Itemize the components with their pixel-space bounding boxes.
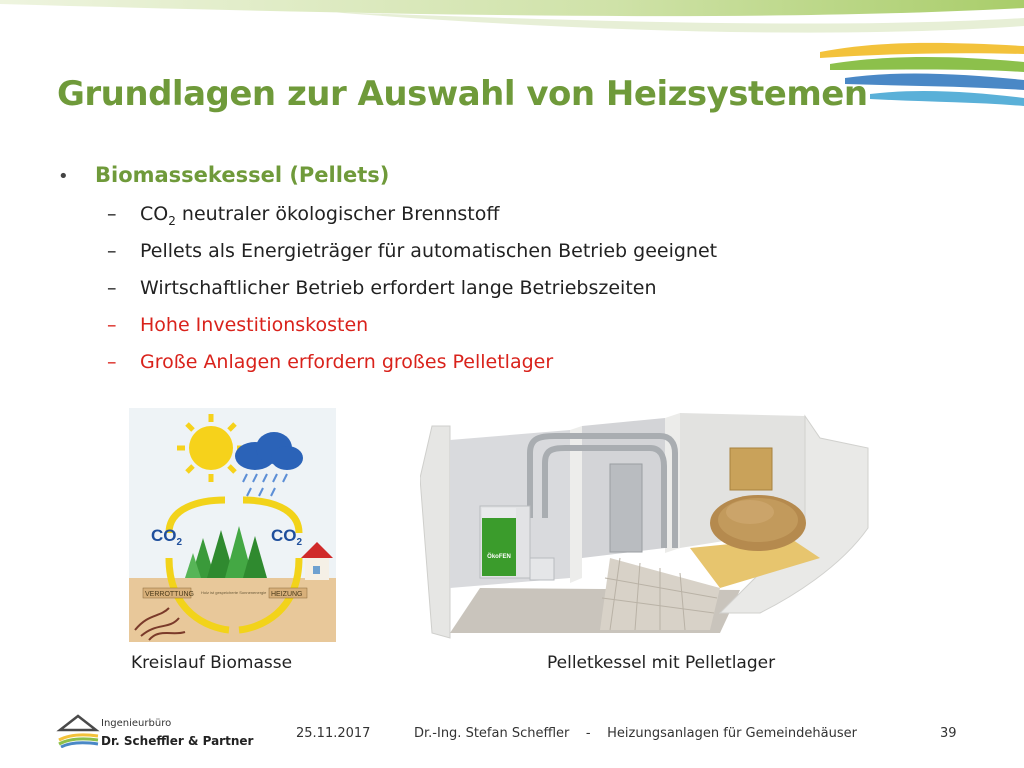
logo-text-office: Ingenieurbüro <box>101 718 172 729</box>
slide-title: Grundlagen zur Auswahl von Heizsystemen <box>57 74 868 114</box>
dash-marker: – <box>107 240 117 262</box>
dash-marker: – <box>107 203 117 225</box>
heating-label: HEIZUNG <box>271 591 303 598</box>
logo-text-company: Dr. Scheffler & Partner <box>101 734 254 748</box>
caption-biomass-cycle: Kreislauf Biomasse <box>131 653 293 673</box>
sub-item-text: Große Anlagen erfordern großes Pelletlager <box>140 351 554 373</box>
co2-prefix: CO <box>140 203 169 225</box>
footer-date: 25.11.2017 <box>296 726 371 741</box>
door-icon <box>610 464 642 552</box>
sub-item-pellets <box>107 240 717 262</box>
co2-subscript: 2 <box>168 213 176 228</box>
tiled-floor <box>600 558 720 630</box>
company-logo-house-icon <box>56 710 102 748</box>
sub-item-text: Pellets als Energieträger für automatischen Betrieb geeignet <box>140 240 718 262</box>
dash-marker: – <box>107 277 117 299</box>
pellet-heap <box>710 495 806 551</box>
boiler-brand-label: ÖkoFEN <box>487 554 511 560</box>
decay-label: VERROTTUNG <box>145 591 194 598</box>
biomass-cycle-image <box>129 408 336 642</box>
co2-right-label: $CO_2$ <box>271 526 303 548</box>
center-caption: Holz ist gespeicherte Sonnenenergie <box>201 590 267 595</box>
bullet-marker: • <box>58 166 69 187</box>
sub-item-investment <box>107 314 368 336</box>
bullet-heading: Biomassekessel (Pellets) <box>95 163 390 187</box>
footer-author-topic: Dr.-Ing. Stefan Scheffler - Heizungsanlagen für Gemeindehäuser <box>414 726 857 741</box>
wall-panel <box>730 448 772 490</box>
sub-item-text: neutraler ökologischer Brennstoff <box>175 203 500 225</box>
sub-item-storage <box>107 351 553 373</box>
sub-item-text: Hohe Investitionskosten <box>140 314 369 336</box>
sub-item-co2 <box>107 203 499 228</box>
pellet-boiler-room-image <box>420 408 870 648</box>
sub-item-operation <box>107 277 657 299</box>
dash-marker: – <box>107 351 117 373</box>
sub-item-text: Wirtschaftlicher Betrieb erfordert lange Betriebszeiten <box>140 277 657 299</box>
co2-left-label: $CO_2$ <box>151 526 183 548</box>
dash-marker: – <box>107 314 117 336</box>
caption-pellet-boiler: Pelletkessel mit Pelletlager <box>547 653 776 673</box>
slide-number: 39 <box>940 726 957 741</box>
